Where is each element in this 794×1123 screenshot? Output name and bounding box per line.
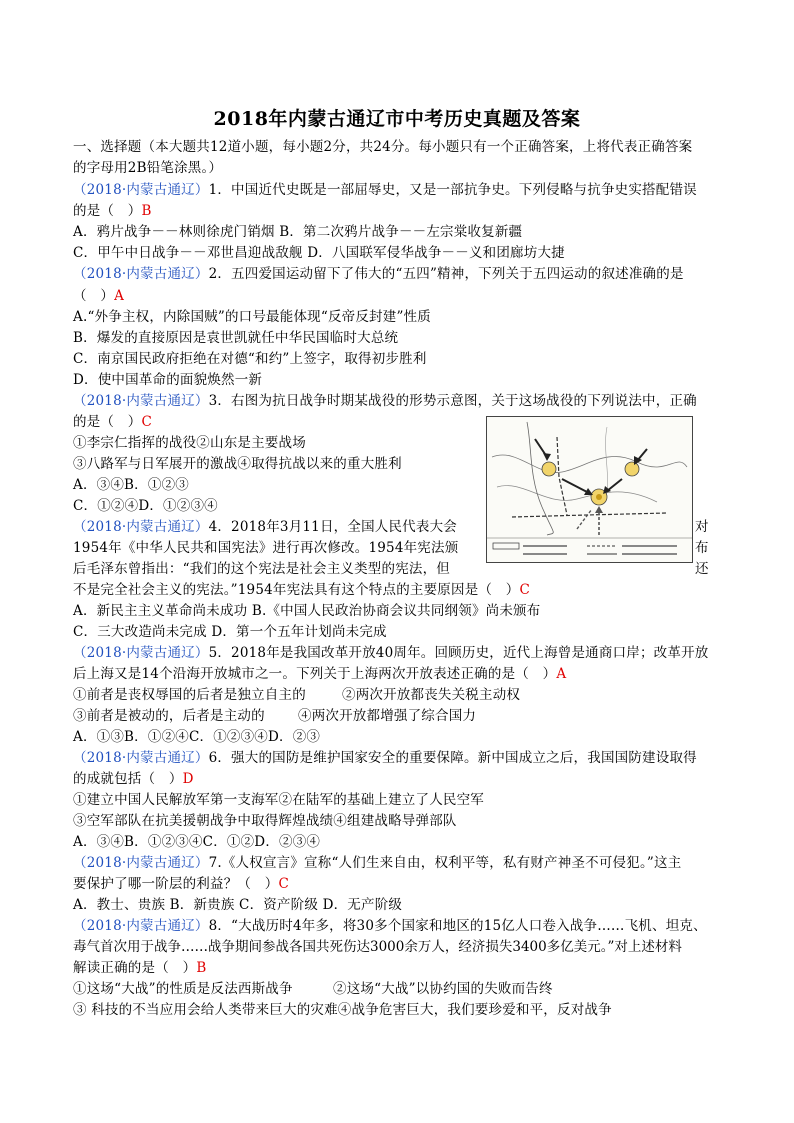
question-text: 3．右图为抗日战争时期某战役的形势示意图，关于这场战役的下列说法中，正确: [208, 393, 697, 409]
question-4-stem-4: [73, 581, 530, 599]
question-text: 4．2018年3月11日，全国人民代表大会: [208, 519, 457, 535]
source-tag: （2018·内蒙古通辽）: [73, 750, 209, 766]
question-text: 不是完全社会主义的宪法。”1954年宪法具有这个特点的主要原因是（ ）: [73, 582, 520, 598]
question-3-statements-1: ①李宗仁指挥的战役②山东是主要战场: [73, 435, 306, 451]
question-5-statement-3: ③前者是被动的，后者是主动的: [73, 708, 265, 724]
question-text: （ ）: [73, 288, 115, 304]
question-4-wrap-3: 还: [695, 561, 709, 577]
question-text: 5．2018年是我国改革开放40周年。回顾历史，近代上海曾是通商口岸；改革开放: [208, 645, 709, 661]
question-4-stem: [73, 518, 457, 536]
answer-mark: B: [141, 203, 152, 219]
source-tag: （2018·内蒙古通辽）: [73, 855, 209, 871]
question-8-statements-3-4: ③ 科技的不当应用会给人类带来巨大的灾难④战争危害巨大，我们要珍爱和平，反对战争: [73, 1002, 612, 1018]
source-tag: （2018·内蒙古通辽）: [73, 918, 209, 934]
question-8-stem-2: 毒气首次用于战争……战争期间参战各国共死伤达3000余万人，经济损失3400多亿美元。”对上述材料: [73, 939, 682, 955]
question-text: 的是（ ）: [73, 414, 142, 430]
question-4-options-2: C．三大改造尚未完成 D．第一个五年计划尚未完成: [73, 624, 387, 640]
question-6-options: A．③④B．①②③④C．①②D．②③④: [73, 834, 321, 850]
question-2-option-c: C．南京国民政府拒绝在对德“和约”上签字，取得初步胜利: [73, 351, 427, 367]
question-2-stem: [73, 265, 684, 283]
question-text: 的是（ ）: [73, 203, 142, 219]
question-2-option-b: B．爆发的直接原因是袁世凯就任中华民国临时大总统: [73, 330, 399, 346]
answer-mark: A: [556, 666, 567, 682]
question-3-options-1: A．③④B．①②③: [73, 477, 189, 493]
question-5-stem-cont: [73, 665, 566, 683]
question-2-option-a: A.“外争主权，内除国贼”的口号最能体现“反帝反封建”性质: [73, 309, 431, 325]
question-text: 的成就包括（ ）: [73, 771, 183, 787]
answer-mark: C: [278, 876, 290, 892]
question-7-stem-cont: [73, 875, 289, 893]
question-5-options: A．①③B．①②④C．①②③④D．②③: [73, 729, 321, 745]
source-tag: （2018·内蒙古通辽）: [73, 393, 209, 409]
map-drawing-icon: [487, 417, 692, 562]
battle-situation-map: [486, 416, 693, 563]
question-8-stem: [73, 917, 707, 935]
question-6-stem-cont: [73, 770, 194, 788]
section-instructions-line1: 一、选择题（本大题共12道小题，每小题2分，共24分。每小题只有一个正确答案，上将代表正确答案: [73, 139, 693, 155]
question-text: 2．五四爱国运动留下了伟大的“五四”精神，下列关于五四运动的叙述准确的是: [208, 266, 684, 282]
question-text: 解读正确的是（ ）: [73, 960, 197, 976]
question-5-statement-2: ②两次开放都丧失关税主动权: [342, 687, 521, 703]
question-4-stem-2: 1954年《中华人民共和国宪法》进行再次修改。1954年宪法颁: [73, 540, 459, 556]
section-instructions-line2: 的字母用2B铅笔涂黑。）: [73, 160, 223, 176]
question-text: 1．中国近代史既是一部屈辱史，又是一部抗争史。下列侵略与抗争史实搭配错误: [208, 182, 697, 198]
question-1-options-1: A．鸦片战争－－林则徐虎门销烟 B．第二次鸦片战争－－左宗棠收复新疆: [73, 224, 523, 240]
question-6-statements-2: ③空军部队在抗美援朝战争中取得辉煌战绩④组建战略导弹部队: [73, 813, 457, 829]
question-text: 后上海又是14个沿海开放城市之一。下列关于上海两次开放表述正确的是（ ）: [73, 666, 557, 682]
question-7-options: A．教士、贵族 B．新贵族 C．资产阶级 D．无产阶级: [73, 897, 403, 913]
question-text: 6．强大的国防是维护国家安全的重要保障。新中国成立之后，我国国防建设取得: [208, 750, 697, 766]
question-7-stem: [73, 854, 681, 872]
question-2-option-d: D．使中国革命的面貌焕然一新: [73, 372, 263, 388]
question-8-statement-1: ①这场“大战”的性质是反法西斯战争: [73, 981, 293, 997]
question-4-stem-3: 后毛泽东曾指出：“我们的这个宪法是社会主义类型的宪法，但: [73, 561, 451, 577]
source-tag: （2018·内蒙古通辽）: [73, 266, 209, 282]
answer-mark: C: [519, 582, 531, 598]
answer-mark: C: [141, 414, 153, 430]
question-2-stem-cont: [73, 287, 124, 305]
source-tag: （2018·内蒙古通辽）: [73, 519, 209, 535]
question-5-stem: [73, 644, 709, 662]
question-4-wrap-1: 对: [695, 519, 709, 535]
question-1-stem: [73, 181, 697, 199]
question-3-statements-2: ③八路军与日军展开的激战④取得抗战以来的重大胜利: [73, 456, 402, 472]
question-text: 8．“大战历时4年多，将30多个国家和地区的15亿人口卷入战争……飞机、坦克、: [208, 918, 707, 934]
question-1-options-2: C．甲午中日战争－－邓世昌迎战敌舰 D．八国联军侵华战争－－义和团廊坊大捷: [73, 245, 565, 261]
question-3-stem-cont: [73, 413, 152, 431]
source-tag: （2018·内蒙古通辽）: [73, 645, 209, 661]
question-3-options-2: C．①②④D．①②③④: [73, 498, 218, 514]
question-1-stem-cont: [73, 202, 152, 220]
question-4-options-1: A．新民主主义革命尚未成功 B.《中国人民政治协商会议共同纲领》尚未颁布: [73, 603, 541, 619]
page-title: 2018年内蒙古通辽市中考历史真题及答案: [213, 108, 581, 130]
answer-mark: A: [114, 288, 125, 304]
question-text: 要保护了哪一阶层的利益？（ ）: [73, 876, 279, 892]
question-6-statements-1: ①建立中国人民解放军第一支海军②在陆军的基础上建立了人民空军: [73, 792, 484, 808]
question-5-statement-4: ④两次开放都增强了综合国力: [298, 708, 477, 724]
answer-mark: D: [182, 771, 194, 787]
question-text: 7.《人权宣言》宣称“人们生来自由，权利平等，私有财产神圣不可侵犯。”这主: [208, 855, 682, 871]
question-8-statement-2: ②这场“大战”以协约国的失败而告终: [333, 981, 553, 997]
question-8-stem-3: [73, 959, 206, 977]
question-6-stem: [73, 749, 697, 767]
question-5-statement-1: ①前者是丧权辱国的后者是独立自主的: [73, 687, 306, 703]
question-3-stem: [73, 392, 697, 410]
source-tag: （2018·内蒙古通辽）: [73, 182, 209, 198]
answer-mark: B: [196, 960, 207, 976]
question-4-wrap-2: 布: [695, 540, 709, 556]
